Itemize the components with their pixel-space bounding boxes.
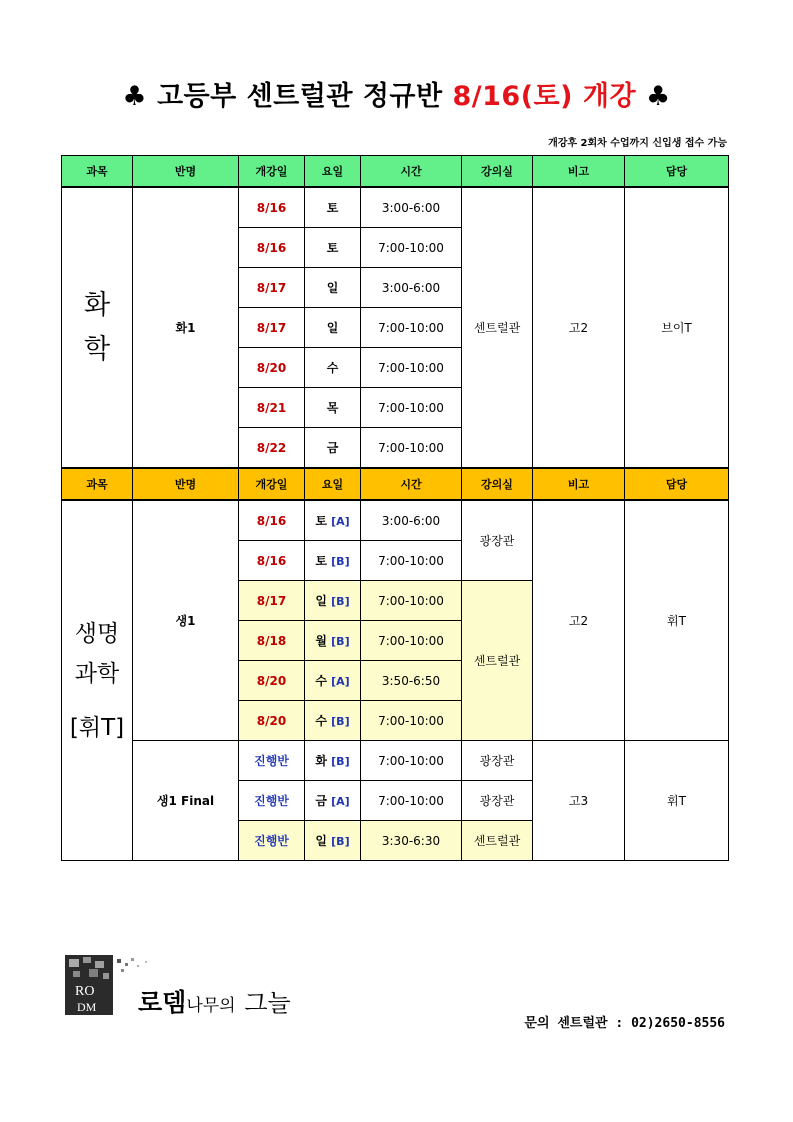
class-name: 생1 xyxy=(133,500,239,741)
contact-info: 문의 센트럴관 : 02)2650-8556 xyxy=(524,1016,725,1031)
day: 금 [A] xyxy=(305,781,361,821)
header-day: 요일 xyxy=(305,156,361,188)
time: 7:00-10:00 xyxy=(361,741,462,781)
page-title xyxy=(0,74,793,113)
title-main: 고등부 센트럴관 정규반 xyxy=(156,81,443,112)
schedule-table xyxy=(61,155,729,861)
header-teacher: 담당 xyxy=(625,468,729,500)
day: 일 [B] xyxy=(305,581,361,621)
subject-chemistry-line2: 학 xyxy=(83,333,111,365)
table-row xyxy=(62,741,729,781)
day: 일 xyxy=(305,308,361,348)
group-label: [B] xyxy=(331,715,350,728)
start-date: 8/16 xyxy=(239,187,305,228)
room: 센트럴관 xyxy=(462,581,533,741)
time: 7:00-10:00 xyxy=(361,701,462,741)
table-row xyxy=(62,187,729,228)
grade: 고3 xyxy=(533,741,625,861)
logo-main: 로뎀 xyxy=(138,988,187,1017)
header-day: 요일 xyxy=(305,468,361,500)
header-start-date: 개강일 xyxy=(239,156,305,188)
start-date: 진행반 xyxy=(239,821,305,861)
time: 7:00-10:00 xyxy=(361,541,462,581)
header-note: 비고 xyxy=(533,156,625,188)
day: 토 xyxy=(305,187,361,228)
teacher: 휘T xyxy=(625,741,729,861)
header-subject: 과목 xyxy=(62,468,133,500)
start-date: 진행반 xyxy=(239,781,305,821)
header-start-date: 개강일 xyxy=(239,468,305,500)
room: 광장관 xyxy=(462,741,533,781)
header-room: 강의실 xyxy=(462,468,533,500)
class-name: 생1 Final xyxy=(133,741,239,861)
room: 센트럴관 xyxy=(462,187,533,468)
start-date: 8/20 xyxy=(239,348,305,388)
time: 3:30-6:30 xyxy=(361,821,462,861)
group-label: [A] xyxy=(331,515,350,528)
teacher: 브이T xyxy=(625,187,729,468)
time: 7:00-10:00 xyxy=(361,621,462,661)
day: 토 [B] xyxy=(305,541,361,581)
time: 7:00-10:00 xyxy=(361,388,462,428)
grade: 고2 xyxy=(533,500,625,741)
day: 수 [B] xyxy=(305,701,361,741)
logo-small: 나무의 xyxy=(186,996,236,1016)
room: 광장관 xyxy=(462,500,533,581)
group-label: [A] xyxy=(331,795,350,808)
time: 7:00-10:00 xyxy=(361,308,462,348)
time: 7:00-10:00 xyxy=(361,428,462,469)
header-teacher: 담당 xyxy=(625,156,729,188)
day: 월 [B] xyxy=(305,621,361,661)
start-date: 8/21 xyxy=(239,388,305,428)
group-label: [B] xyxy=(331,555,350,568)
group-label: [A] xyxy=(331,675,350,688)
time: 7:00-10:00 xyxy=(361,348,462,388)
header-time: 시간 xyxy=(361,156,462,188)
teacher: 휘T xyxy=(625,500,729,741)
day: 목 xyxy=(305,388,361,428)
start-date: 진행반 xyxy=(239,741,305,781)
group-label: [B] xyxy=(331,835,350,848)
start-date: 8/16 xyxy=(239,228,305,268)
time: 3:00-6:00 xyxy=(361,500,462,541)
room: 광장관 xyxy=(462,781,533,821)
subject-cell xyxy=(62,500,133,861)
time: 7:00-10:00 xyxy=(361,781,462,821)
day: 토 [A] xyxy=(305,500,361,541)
header-room: 강의실 xyxy=(462,156,533,188)
subject-cell xyxy=(62,187,133,468)
subject-biology-teacher: [휘T] xyxy=(69,714,125,741)
time: 3:00-6:00 xyxy=(361,187,462,228)
start-date: 8/16 xyxy=(239,541,305,581)
header-row xyxy=(62,156,729,188)
day: 화 [B] xyxy=(305,741,361,781)
group-label: [B] xyxy=(331,755,350,768)
day: 토 xyxy=(305,228,361,268)
header-row xyxy=(62,468,729,500)
grade: 고2 xyxy=(533,187,625,468)
time: 3:50-6:50 xyxy=(361,661,462,701)
start-date: 8/20 xyxy=(239,701,305,741)
day: 수 xyxy=(305,348,361,388)
club-icon: ♣ xyxy=(122,81,148,112)
class-name: 화1 xyxy=(133,187,239,468)
start-date: 8/18 xyxy=(239,621,305,661)
rodem-logo-text xyxy=(138,983,291,1019)
start-date: 8/16 xyxy=(239,500,305,541)
logo-mark-text: RO xyxy=(75,984,95,999)
svg-text:DM: DM xyxy=(77,1000,97,1014)
title-open-date: 8/16(토) 개강 xyxy=(452,81,637,112)
start-date: 8/20 xyxy=(239,661,305,701)
group-label: [B] xyxy=(331,635,350,648)
table-row xyxy=(62,500,729,541)
start-date: 8/17 xyxy=(239,308,305,348)
start-date: 8/17 xyxy=(239,268,305,308)
header-note: 비고 xyxy=(533,468,625,500)
start-date: 8/17 xyxy=(239,581,305,621)
header-time: 시간 xyxy=(361,468,462,500)
day: 일 xyxy=(305,268,361,308)
club-icon: ♣ xyxy=(645,81,671,112)
enrollment-note: 개강후 2회차 수업까지 신입생 접수 가능 xyxy=(548,138,727,149)
logo-end: 그늘 xyxy=(244,989,291,1017)
start-date: 8/22 xyxy=(239,428,305,469)
header-class: 반명 xyxy=(133,156,239,188)
subject-biology-line2: 과학 xyxy=(74,660,120,687)
day: 수 [A] xyxy=(305,661,361,701)
day: 일 [B] xyxy=(305,821,361,861)
group-label: [B] xyxy=(331,595,350,608)
time: 7:00-10:00 xyxy=(361,581,462,621)
subject-chemistry-line1: 화 xyxy=(83,289,111,321)
time: 3:00-6:00 xyxy=(361,268,462,308)
room: 센트럴관 xyxy=(462,821,533,861)
header-class: 반명 xyxy=(133,468,239,500)
header-subject: 과목 xyxy=(62,156,133,188)
time: 7:00-10:00 xyxy=(361,228,462,268)
day: 금 xyxy=(305,428,361,469)
subject-biology-line1: 생명 xyxy=(74,620,120,647)
